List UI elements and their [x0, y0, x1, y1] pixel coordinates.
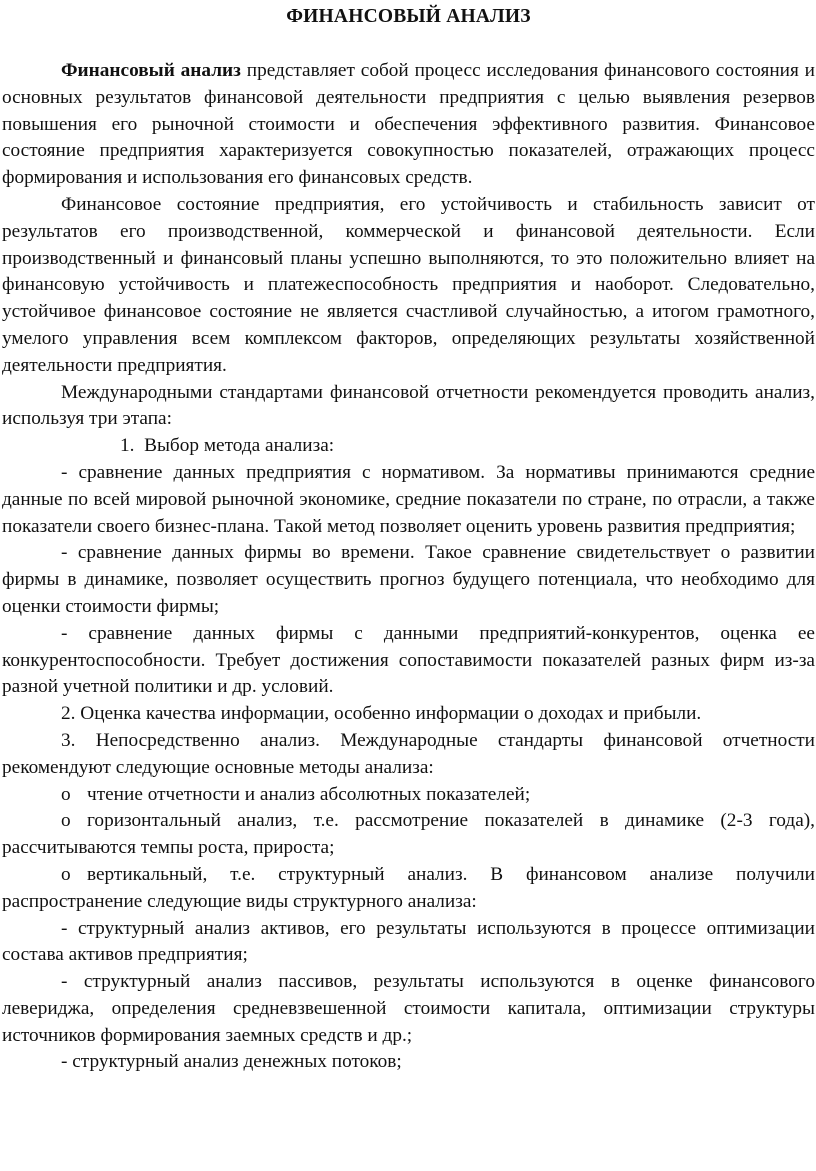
- intro-paragraph: [2, 58, 815, 192]
- structural-item: - структурный анализ денежных потоков;: [61, 1051, 402, 1073]
- bullet-icon: o: [61, 863, 71, 885]
- step-1: [2, 433, 815, 460]
- paragraph-stability: Финансовое состояние предприятия, его устойчивость и стабильность зависит от результатов его производственной, коммерческой и финансовой деятельности. Если производственный и финансовый планы успешно выполняются, то это положительно влияет на финансовую устойчивость и платежеспособность предприятия и наоборот. Следовательно, устойчивое финансовое состояние не является счастливой случайностью, а итогом грамотного, умелого управления всем комплексом факторов, определяющих результаты хозяйственной деятельности предприятия.: [2, 193, 815, 376]
- step-1-text: Выбор метода анализа:: [144, 435, 335, 457]
- bullet-icon: o: [61, 810, 71, 832]
- step-1-number: 1.: [120, 435, 135, 457]
- list-item: - сравнение данных фирмы во времени. Такое сравнение свидетельствует о развитии фирмы в динамике, позволяет осуществить прогноз будущего потенциала, что необходимо для оценки стоимости фирмы;: [2, 542, 815, 617]
- method-text: чтение отчетности и анализ абсолютных показателей;: [87, 783, 531, 805]
- bullet-icon: o: [61, 783, 71, 805]
- structural-item: - структурный анализ активов, его результаты используются в процессе оптимизации состава активов предприятия;: [2, 917, 815, 966]
- step-3: 3. Непосредственно анализ. Международные стандарты финансовой отчетности рекомендуют следующие основные методы анализа:: [2, 729, 815, 778]
- method-item: [2, 808, 815, 862]
- method-text: вертикальный, т.е. структурный анализ. В финансовом анализе получили распространение следующие виды структурного анализа:: [2, 863, 815, 912]
- paragraph-standards: Международными стандартами финансовой отчетности рекомендуется проводить анализ, используя три этапа:: [2, 381, 815, 430]
- list-item: - сравнение данных предприятия с нормативом. За нормативы принимаются средние данные по всей мировой рыночной экономике, средние показатели по стране, по отрасли, а также показатели своего бизнес-плана. Такой метод позволяет оценить уровень развития предприятия;: [2, 461, 815, 537]
- intro-text: представляет собой процесс исследования финансового состояния и основных результатов финансовой деятельности предприятия с целью выявления резервов повышения его рыночной стоимости и обеспечения эффективного развития. Финансовое состояние предприятия характеризуется совокупностью показателей, отражающих процесс формирования и использования его финансовых средств.: [2, 60, 815, 189]
- step-2: 2. Оценка качества информации, особенно информации о доходах и прибыли.: [61, 703, 702, 725]
- document-title: ФИНАНСОВЫЙ АНАЛИЗ: [286, 6, 531, 27]
- method-item: [2, 782, 815, 809]
- structural-item: - структурный анализ пассивов, результаты используются в оценке финансового левериджа, определения средневзвешенной стоимости капитала, оптимизации структуры источников формирования заемных средств и др.;: [2, 971, 815, 1046]
- method-item: [2, 862, 815, 916]
- method-text: горизонтальный анализ, т.е. рассмотрение показателей в динамике (2-3 года), рассчитываются темпы роста, прироста;: [2, 810, 815, 859]
- list-item: - сравнение данных фирмы с данными предприятий-конкурентов, оценка ее конкурентоспособности. Требует достижения сопоставимости показателей разных фирм из-за разной учетной политики и др. условий.: [2, 622, 815, 698]
- intro-term: Финансовый анализ: [61, 60, 241, 81]
